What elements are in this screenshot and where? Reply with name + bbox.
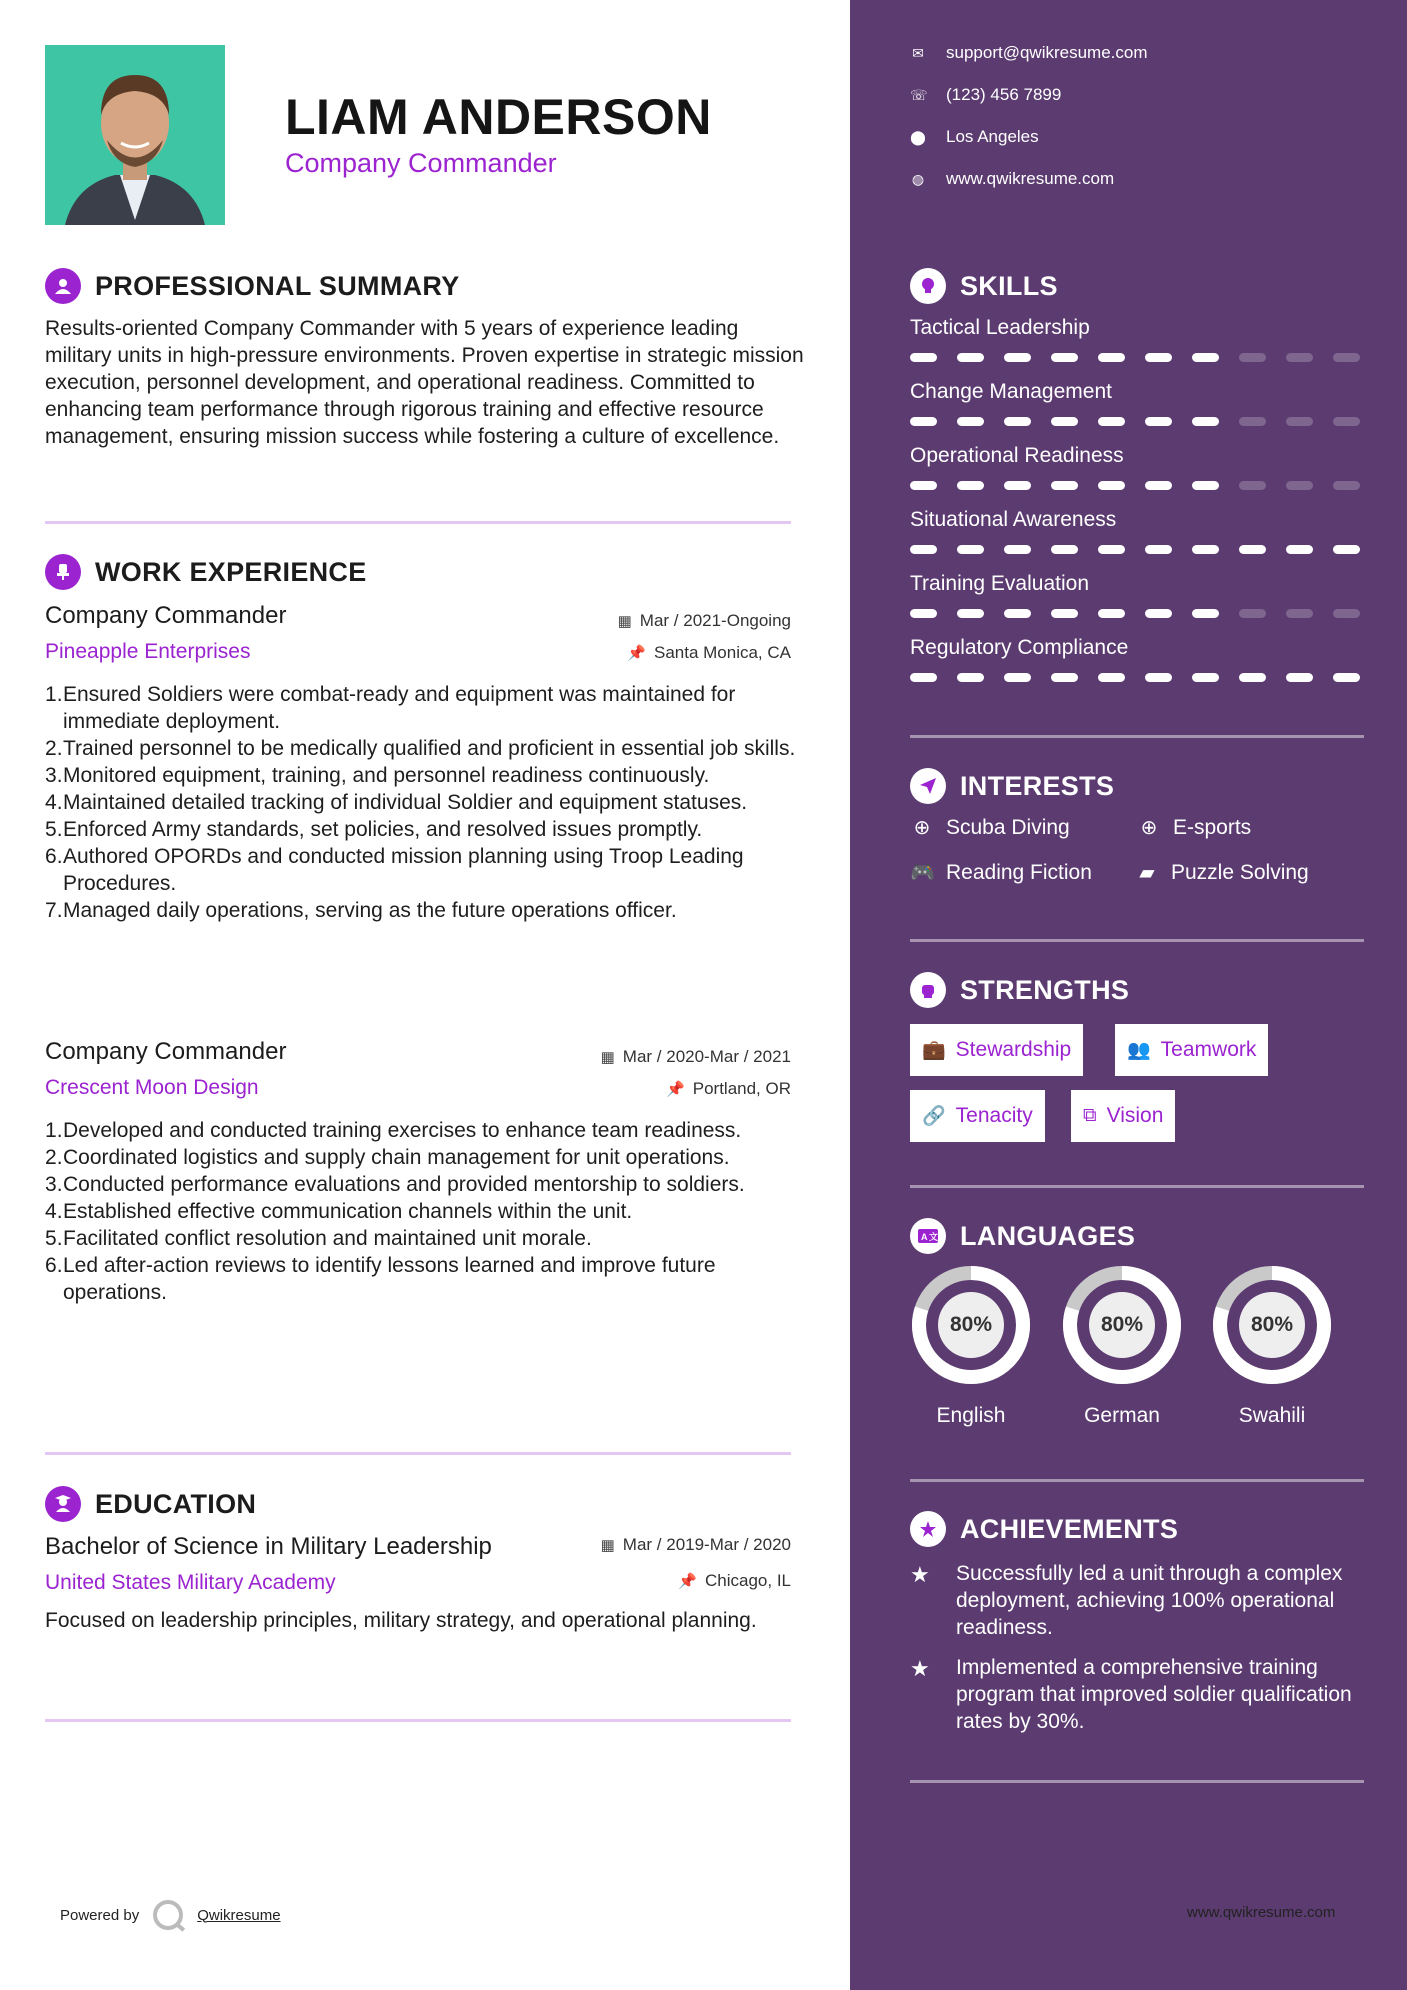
briefcase-icon: 💼: [922, 1040, 946, 1061]
experience-heading: [45, 554, 367, 590]
skill-level-dash: [1192, 673, 1219, 682]
skill-level-bar: [910, 353, 1360, 362]
education-dates: [601, 1535, 791, 1555]
divider: [910, 1479, 1364, 1482]
skill-level-dash: [1145, 609, 1172, 618]
summary-title: PROFESSIONAL SUMMARY: [95, 270, 460, 301]
skill-level-dash: [1051, 545, 1078, 554]
skill-level-dash: [1004, 673, 1031, 682]
pin-icon: 📌: [627, 645, 646, 662]
powered-by: [60, 1900, 281, 1930]
achievement-text: Implemented a comprehensive training program that improved soldier qualification rates by 30%.: [956, 1656, 1352, 1733]
job-title: Company Commander: [45, 602, 287, 629]
skill-level-dash: [1333, 545, 1360, 554]
book-icon: ▰: [1139, 862, 1155, 884]
interest-label: Reading Fiction: [946, 860, 1092, 884]
job-dates: [601, 1047, 791, 1067]
contact-website: [910, 169, 1114, 189]
achievement-item: [910, 1560, 1370, 1641]
language-percent: 80%: [1250, 1313, 1294, 1336]
interest-item: [910, 860, 1092, 885]
translate-icon: [910, 1218, 946, 1254]
fist-icon: [910, 972, 946, 1008]
skill-level-dash: [1098, 353, 1125, 362]
skill-level-dash: [1145, 417, 1172, 426]
skill-level-dash: [1098, 673, 1125, 682]
strength-label: Teamwork: [1160, 1038, 1257, 1061]
job-dates: [618, 611, 791, 631]
strength-tag: [910, 1090, 1045, 1142]
education-location: [678, 1571, 791, 1591]
achievements-heading: [910, 1511, 1178, 1547]
strengths-title: STRENGTHS: [960, 974, 1130, 1005]
skill-level-dash: [1004, 609, 1031, 618]
skill-level-dash: [1145, 353, 1172, 362]
job-title: Company Commander: [45, 1038, 287, 1065]
strength-tag: [910, 1024, 1083, 1076]
qwikresume-logo-icon: [153, 1900, 183, 1930]
graduate-icon: [45, 1486, 81, 1522]
contact-email: [910, 43, 1148, 63]
strength-label: Stewardship: [955, 1038, 1072, 1061]
skills-heading: [910, 268, 1058, 304]
skill-level-dash: [1004, 481, 1031, 490]
divider: [910, 735, 1364, 738]
language-name: Swahili: [1238, 1404, 1306, 1427]
languages-heading: [910, 1218, 1135, 1254]
skill-name: Tactical Leadership: [910, 316, 1090, 339]
list-item: Maintained detailed tracking of individual Soldier and equipment statuses.: [63, 791, 748, 814]
envelope-icon: ✉: [912, 44, 924, 61]
interest-label: Scuba Diving: [946, 815, 1070, 839]
divider: [910, 939, 1364, 942]
language-item: [910, 1264, 1032, 1428]
skill-level-dash: [1051, 673, 1078, 682]
job-company: Pineapple Enterprises: [45, 640, 251, 663]
strengths-heading: [910, 972, 1129, 1008]
skill-level-dash: [1333, 609, 1360, 618]
summary-heading: [45, 268, 460, 304]
skill-level-dash: [1239, 481, 1266, 490]
language-ring: [1211, 1264, 1333, 1386]
language-ring: [910, 1264, 1032, 1386]
shooting-star-icon: ★: [910, 1656, 930, 1681]
skill-level-dash: [1192, 481, 1219, 490]
list-item: Developed and conducted training exercises to enhance team readiness.: [63, 1119, 742, 1142]
skill-level-dash: [1004, 417, 1031, 426]
language-ring: [1061, 1264, 1183, 1386]
skill-level-dash: [1333, 673, 1360, 682]
skill-level-dash: [1051, 353, 1078, 362]
skill-level-dash: [1192, 609, 1219, 618]
skill-level-dash: [957, 481, 984, 490]
interests-heading: [910, 768, 1114, 804]
binoculars-icon: ⧉: [1083, 1105, 1097, 1126]
candidate-name: LIAM ANDERSON: [285, 89, 712, 145]
language-item: [1211, 1264, 1333, 1428]
divider: [45, 1719, 791, 1722]
skill-level-dash: [910, 673, 937, 682]
school-name: United States Military Academy: [45, 1571, 336, 1594]
skill-level-dash: [1192, 545, 1219, 554]
skill-level-dash: [1098, 417, 1125, 426]
list-item: Monitored equipment, training, and personnel readiness continuously.: [63, 764, 710, 787]
contact-phone: [910, 85, 1061, 105]
interest-item: [1135, 860, 1309, 885]
location-text: Los Angeles: [946, 127, 1039, 146]
achievement-text: Successfully led a unit through a complex deployment, achieving 100% operational readiness.: [956, 1562, 1343, 1639]
skill-name: Situational Awareness: [910, 508, 1117, 531]
sidebar: [850, 0, 1407, 1990]
list-item: Conducted performance evaluations and provided mentorship to soldiers.: [63, 1173, 745, 1196]
interest-label: Puzzle Solving: [1171, 860, 1309, 884]
skill-level-bar: [910, 417, 1360, 426]
degree-title: Bachelor of Science in Military Leadership: [45, 1533, 492, 1560]
skill-level-dash: [1286, 353, 1313, 362]
divider: [910, 1185, 1364, 1188]
shooting-star-icon: ★: [910, 1562, 930, 1587]
skill-level-dash: [1051, 481, 1078, 490]
skill-level-dash: [910, 417, 937, 426]
job-company: Crescent Moon Design: [45, 1076, 259, 1099]
list-item: Led after-action reviews to identify lessons learned and improve future operations.: [63, 1254, 716, 1304]
skill-level-bar: [910, 609, 1360, 618]
list-item: Authored OPORDs and conducted mission planning using Troop Leading Procedures.: [63, 845, 744, 895]
skill-level-dash: [1286, 673, 1313, 682]
globe-icon: ◍: [911, 170, 925, 187]
star-badge-icon: [910, 1511, 946, 1547]
job-bullets: [45, 681, 805, 924]
skill-level-dash: [1098, 609, 1125, 618]
skills-title: SKILLS: [960, 270, 1058, 301]
footer-url[interactable]: www.qwikresume.com: [1187, 1904, 1336, 1921]
skill-level-dash: [1051, 417, 1078, 426]
job-location-text: Portland, OR: [692, 1079, 791, 1098]
strength-label: Tenacity: [955, 1104, 1033, 1127]
lifebuoy-icon: ⊕: [913, 817, 931, 839]
divider: [45, 1452, 791, 1455]
skill-level-dash: [1239, 609, 1266, 618]
education-title: EDUCATION: [95, 1488, 257, 1519]
skill-level-dash: [1145, 481, 1172, 490]
skill-name: Change Management: [910, 380, 1112, 403]
chair-icon: [45, 554, 81, 590]
skill-level-dash: [910, 481, 937, 490]
phone-icon: ☏: [910, 86, 928, 103]
lightbulb-icon: [910, 268, 946, 304]
pin-icon: 📌: [666, 1081, 685, 1098]
pin-icon: 📌: [678, 1573, 697, 1590]
experience-title: WORK EXPERIENCE: [95, 556, 367, 587]
skill-level-dash: [1239, 545, 1266, 554]
skill-level-dash: [1286, 417, 1313, 426]
achievements-title: ACHIEVEMENTS: [960, 1513, 1179, 1544]
list-item: Coordinated logistics and supply chain management for unit operations.: [63, 1146, 730, 1169]
list-item: Facilitated conflict resolution and maintained unit morale.: [63, 1227, 592, 1250]
calendar-icon: ▦: [600, 1537, 615, 1554]
list-item: Ensured Soldiers were combat-ready and equipment was maintained for immediate deployment.: [63, 683, 736, 733]
skill-level-dash: [1286, 545, 1313, 554]
skill-level-bar: [910, 673, 1360, 682]
candidate-role: Company Commander: [285, 148, 557, 178]
skill-level-dash: [1051, 609, 1078, 618]
skill-level-dash: [1004, 353, 1031, 362]
interest-item: [910, 815, 1070, 840]
list-item: Enforced Army standards, set policies, and resolved issues promptly.: [63, 818, 703, 841]
strength-tag: [1071, 1090, 1175, 1142]
skill-level-dash: [910, 545, 937, 554]
skill-level-bar: [910, 481, 1360, 490]
language-percent: 80%: [949, 1313, 993, 1336]
phone-text: (123) 456 7899: [946, 85, 1062, 104]
map-pin-icon: ⬤: [910, 128, 926, 145]
language-percent: 80%: [1100, 1313, 1144, 1336]
list-item: Managed daily operations, serving as the future operations officer.: [63, 899, 677, 922]
skill-name: Operational Readiness: [910, 444, 1124, 467]
skill-level-dash: [1239, 417, 1266, 426]
gamepad-icon: 🎮: [910, 862, 935, 884]
skill-level-dash: [1145, 545, 1172, 554]
link-icon: 🔗: [922, 1106, 946, 1127]
job-bullets: [45, 1117, 805, 1306]
skill-level-dash: [910, 609, 937, 618]
strength-tag: [1115, 1024, 1268, 1076]
skill-level-dash: [1239, 353, 1266, 362]
list-item: Trained personnel to be medically qualified and proficient in essential job skills.: [63, 737, 796, 760]
paper-plane-icon: [910, 768, 946, 804]
summary-text: Results-oriented Company Commander with 5 years of experience leading military units in high-pressure environments. Proven expertise in strategic mission execution, personnel development, and operational readiness. Committed to enhancing team performance through rigorous training and effective resource management, ensuring mission success while fostering a culture of excellence.: [45, 317, 804, 448]
skill-level-dash: [1098, 481, 1125, 490]
skill-level-dash: [957, 673, 984, 682]
calendar-icon: ▦: [617, 613, 632, 630]
interests-title: INTERESTS: [960, 770, 1115, 801]
job-location: [627, 643, 791, 663]
language-item: [1061, 1264, 1183, 1428]
achievement-item: [910, 1654, 1370, 1735]
education-description: Focused on leadership principles, military strategy, and operational planning.: [45, 1609, 757, 1632]
list-item: Established effective communication channels within the unit.: [63, 1200, 633, 1223]
job-location-text: Santa Monica, CA: [653, 643, 791, 662]
skill-level-dash: [1286, 609, 1313, 618]
education-dates-text: Mar / 2019-Mar / 2020: [622, 1535, 791, 1554]
language-name: German: [1084, 1404, 1160, 1427]
skill-level-dash: [1333, 353, 1360, 362]
job-dates-text: Mar / 2021-Ongoing: [639, 611, 791, 630]
powered-by-label: Powered by: [60, 1906, 140, 1924]
skill-level-dash: [1239, 673, 1266, 682]
education-heading: [45, 1486, 256, 1522]
skill-level-dash: [957, 609, 984, 618]
svg-text:A: A: [921, 1232, 928, 1242]
interest-label: E-sports: [1173, 815, 1252, 839]
email-text[interactable]: support@qwikresume.com: [946, 43, 1148, 62]
languages-title: LANGUAGES: [960, 1220, 1136, 1251]
profile-photo: [45, 45, 225, 225]
skill-level-dash: [1286, 481, 1313, 490]
strength-label: Vision: [1106, 1104, 1164, 1127]
skill-name: Regulatory Compliance: [910, 636, 1129, 659]
users-icon: 👥: [1127, 1040, 1151, 1061]
qwikresume-link[interactable]: Qwikresume: [197, 1906, 281, 1924]
skill-level-dash: [957, 353, 984, 362]
interest-item: [1137, 815, 1251, 840]
skill-level-dash: [1192, 353, 1219, 362]
skill-level-dash: [1333, 481, 1360, 490]
skill-level-bar: [910, 545, 1360, 554]
skill-name: Training Evaluation: [910, 572, 1089, 595]
skill-level-dash: [1145, 673, 1172, 682]
skill-level-dash: [1192, 417, 1219, 426]
website-text[interactable]: www.qwikresume.com: [946, 169, 1115, 188]
language-name: English: [936, 1404, 1006, 1427]
user-icon: [45, 268, 81, 304]
skill-level-dash: [957, 545, 984, 554]
svg-text:文: 文: [929, 1232, 938, 1242]
education-location-text: Chicago, IL: [705, 1571, 791, 1590]
lifebuoy-icon: ⊕: [1140, 817, 1158, 839]
skill-level-dash: [910, 353, 937, 362]
divider: [45, 521, 791, 524]
skill-level-dash: [1333, 417, 1360, 426]
job-location: [666, 1079, 791, 1099]
job-dates-text: Mar / 2020-Mar / 2021: [622, 1047, 791, 1066]
divider: [910, 1780, 1364, 1783]
calendar-icon: ▦: [600, 1049, 615, 1066]
skill-level-dash: [957, 417, 984, 426]
skill-level-dash: [1098, 545, 1125, 554]
contact-location: [910, 127, 1039, 147]
skill-level-dash: [1004, 545, 1031, 554]
